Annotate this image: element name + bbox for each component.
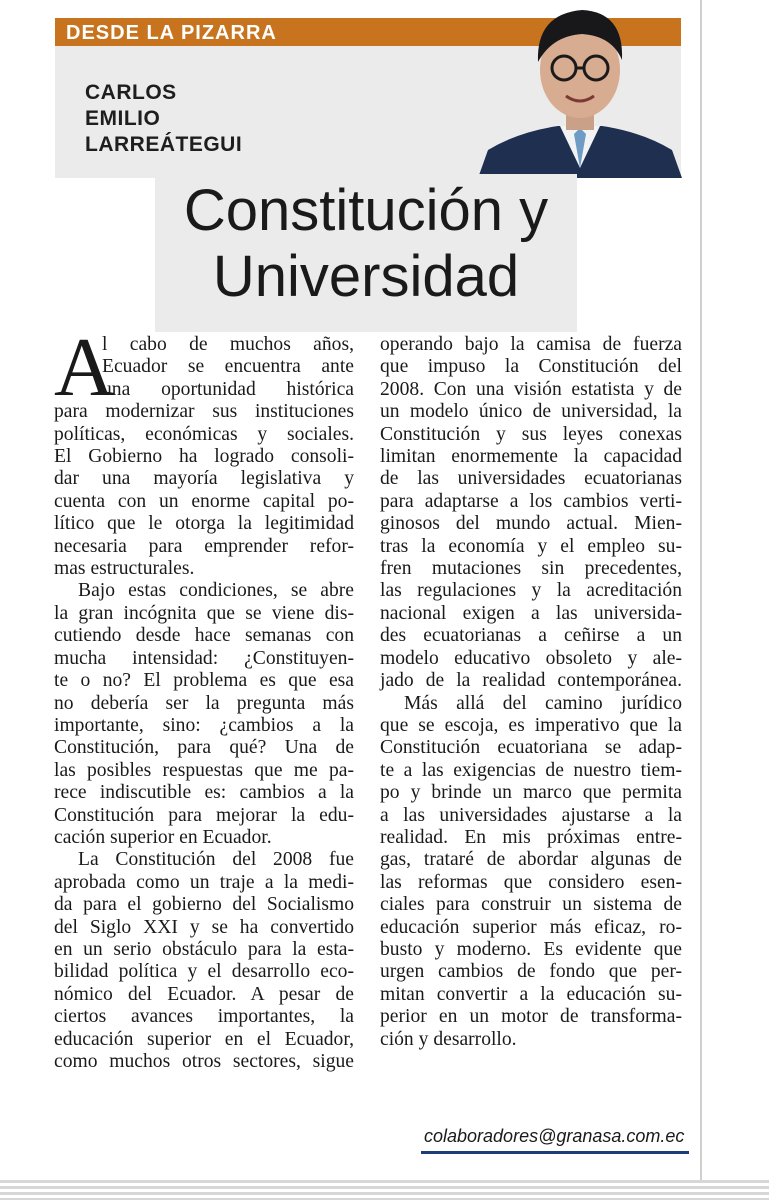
article-line: que se escoja, es imperativo que la [380, 714, 682, 736]
article-line: busto y moderno. Es evidente que [380, 938, 682, 960]
article-line: ciertos avances importantes, la [54, 1006, 354, 1028]
drop-cap: A [54, 321, 115, 414]
article-line: Ecuador se encuentra ante [102, 356, 354, 378]
headline [155, 178, 577, 310]
article-line: que impuso la Constitución del [380, 356, 682, 378]
article-line: te a las exigencias de nuestro tiem- [380, 759, 682, 781]
headline-line: Universidad [212, 244, 520, 309]
article-line: cación superior en Ecuador. [54, 826, 272, 848]
article-line: modelo educativo obsoleto y ale- [380, 647, 682, 669]
article-line: Constitución, para qué? Una de [54, 737, 354, 759]
article-line: educación superior en el Ecuador, [54, 1028, 354, 1050]
article-line: no debería ser la pregunta más [54, 692, 354, 714]
article-line: 2008. Con una visión estatista y de [380, 378, 682, 400]
article-column-left [54, 321, 354, 1073]
article-line: rece indiscutible es: cambios a la [54, 782, 354, 804]
article-line: Constitución ecuatoriana se adap- [380, 737, 682, 759]
article-line: políticas, económicas y sociales. [54, 423, 354, 445]
article-line: importante, sino: ¿cambios a la [54, 714, 354, 736]
section-kicker: DESDE LA PIZARRA [66, 22, 277, 44]
article-line: ginosos del mundo actual. Mien- [380, 513, 682, 535]
article-column-right [380, 334, 682, 1051]
article-line: perior en un motor de transforma- [380, 1006, 682, 1028]
article-line: educación superior más eficaz, ro- [380, 916, 682, 938]
author-name-line: CARLOS [85, 81, 177, 104]
article-line: Constitución y sus leyes conexas [380, 423, 682, 445]
article-line: una oportunidad histórica [102, 378, 354, 400]
article-line: cutiendo desde hace semanas con [54, 625, 354, 647]
article-line: las posibles respuestas que me pa- [54, 759, 354, 781]
article-line: urgen cambios de fondo que per- [380, 961, 682, 983]
article-line: la gran incógnita que se viene dis- [54, 602, 354, 624]
article-line: a las universidades ajustarse a la [380, 804, 682, 826]
article-line: l cabo de muchos años, [102, 334, 354, 355]
article-line: te o no? El problema es que esa [54, 670, 354, 692]
article-line: Constitución para mejorar la edu- [54, 804, 354, 826]
article-line: dar una mayoría legislativa y [54, 468, 354, 490]
article-line: mas estructurales. [54, 558, 195, 580]
email-underline [421, 1151, 689, 1154]
article-line: en un serio obstáculo para la esta- [54, 938, 354, 960]
article-line: des ecuatorianas a ceñirse a un [380, 625, 682, 647]
article-line: nómico del Ecuador. A pesar de [54, 983, 354, 1005]
article-line: bilidad política y el desarrollo eco- [54, 961, 354, 983]
article-line: tras la economía y el empleo su- [380, 535, 682, 557]
article-line: para modernizar sus instituciones [54, 401, 354, 423]
article-line: El Gobierno ha logrado consoli- [54, 446, 354, 468]
article-line: del Siglo XXI y se ha convertido [54, 916, 354, 938]
article-line: gas, trataré de abordar algunas de [380, 849, 682, 871]
author-portrait [478, 0, 682, 178]
article-line: po y brinde un marco que permita [380, 782, 682, 804]
article-line: para adaptarse a los cambios verti- [380, 490, 682, 512]
article-line: jado de la realidad contemporánea. [380, 670, 682, 692]
article-line: las regulaciones y la acreditación [380, 580, 682, 602]
article-line: lítico que le otorga la legitimidad [54, 513, 354, 535]
headline-line: Constitución y [183, 178, 549, 243]
article-line: fren mutaciones sin precedentes, [380, 558, 682, 580]
article-line: como muchos otros sectores, sigue [54, 1051, 354, 1072]
article-line: Más allá del camino jurídico [404, 692, 682, 714]
author-name-line: LARREÁTEGUI [85, 133, 243, 156]
article-line: un modelo único de universidad, la [380, 401, 682, 423]
article-line: operando bajo la camisa de fuerza [380, 334, 682, 355]
article-line: La Constitución del 2008 fue [78, 849, 354, 871]
page-edge-rule [700, 0, 702, 1180]
article-line: Bajo estas condiciones, se abre [78, 580, 354, 602]
page-bottom-strip [0, 1180, 769, 1200]
author-name [85, 80, 242, 158]
author-name-line: EMILIO [85, 107, 161, 130]
article-line: limitan enormemente la capacidad [380, 446, 682, 468]
article-line: de las universidades ecuatorianas [380, 468, 682, 490]
article-line: nacional exigen a las universida- [380, 602, 682, 624]
article-line: mitan convertir a la educación su- [380, 983, 682, 1005]
article-line: cuenta con un enorme capital po- [54, 490, 354, 512]
article-line: ción y desarrollo. [380, 1028, 517, 1050]
article-line: mucha intensidad: ¿Constituyen- [54, 647, 354, 669]
contact-email: colaboradores@granasa.com.ec [424, 1126, 685, 1146]
article-line: aprobada como un traje a la medi- [54, 871, 354, 893]
article-line: da para el gobierno del Socialismo [54, 894, 354, 916]
article-line: realidad. En mis próximas entre- [380, 826, 682, 848]
article-line: ciales para construir un sistema de [380, 894, 682, 916]
article-line: necesaria para emprender refor- [54, 535, 354, 557]
article-line: las reformas que considero esen- [380, 871, 682, 893]
